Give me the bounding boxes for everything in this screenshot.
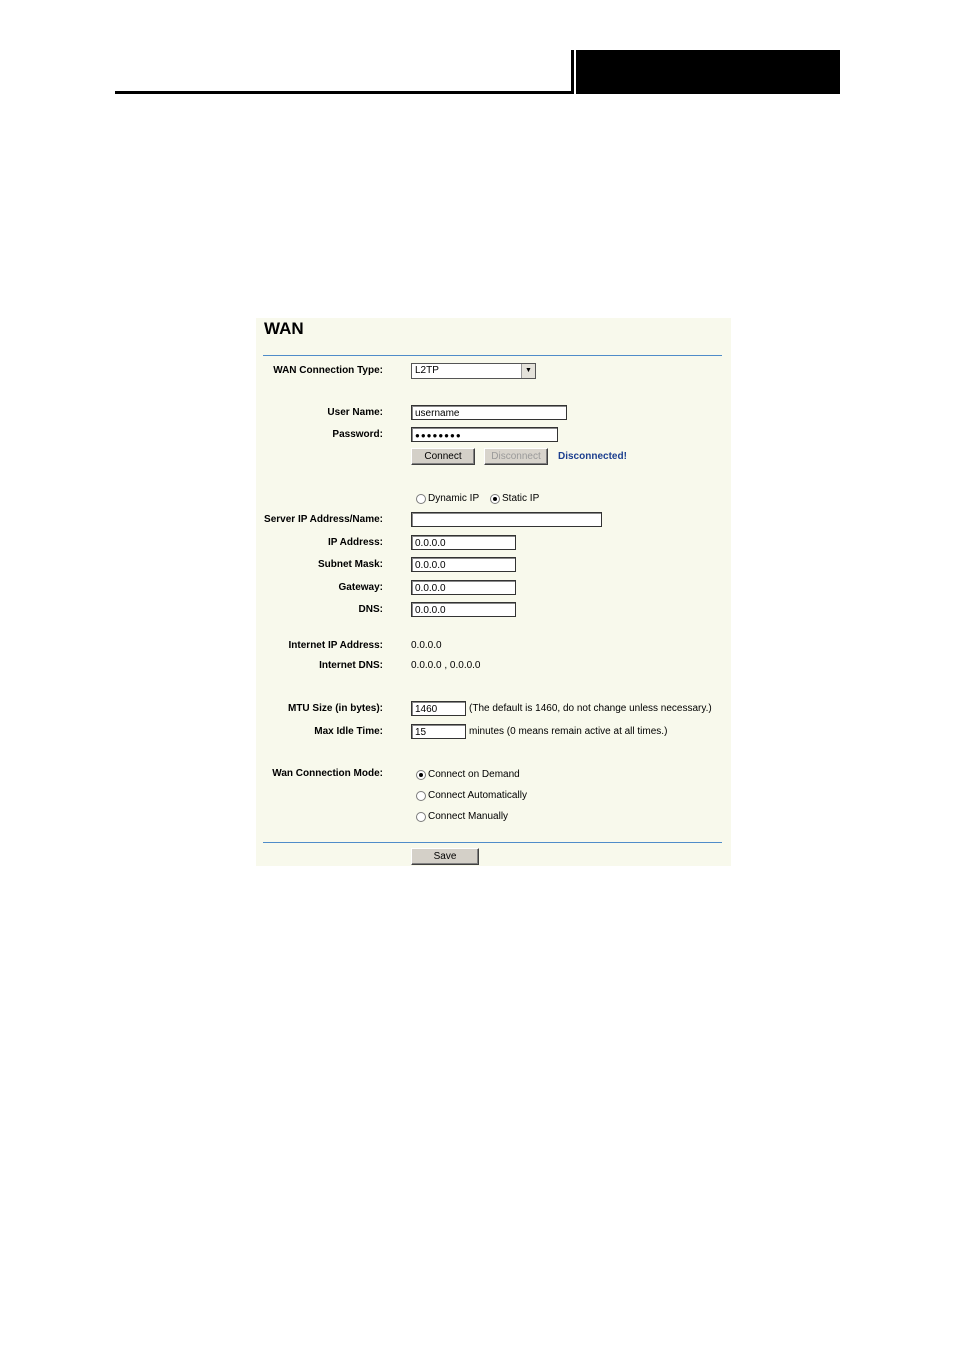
connect-automatically-radio[interactable] [416, 791, 426, 801]
password-label: Password: [332, 429, 383, 440]
gateway-label: Gateway: [338, 582, 383, 593]
max-idle-label: Max Idle Time: [314, 726, 383, 737]
connection-type-label: WAN Connection Type: [273, 365, 383, 376]
mtu-input[interactable]: 1460 [411, 701, 466, 716]
user-name-input[interactable]: username [411, 405, 567, 420]
user-name-label: User Name: [327, 407, 383, 418]
internet-dns-label: Internet DNS: [319, 660, 383, 671]
connect-manually-radio[interactable] [416, 812, 426, 822]
connection-type-select[interactable] [411, 363, 536, 379]
gateway-input[interactable]: 0.0.0.0 [411, 580, 516, 595]
ip-address-label: IP Address: [327, 537, 383, 548]
max-idle-input[interactable]: 15 [411, 724, 466, 739]
dns-label: DNS: [358, 604, 383, 615]
ip-address-input[interactable]: 0.0.0.0 [411, 535, 516, 550]
subnet-mask-input[interactable]: 0.0.0.0 [411, 557, 516, 572]
save-button[interactable]: Save [411, 848, 479, 865]
internet-ip-value: 0.0.0.0 [411, 640, 442, 651]
top-divider [263, 355, 722, 356]
connection-type-value: L2TP [415, 365, 439, 376]
connect-manually-label: Connect Manually [428, 811, 509, 822]
internet-dns-value: 0.0.0.0 , 0.0.0.0 [411, 660, 481, 671]
server-ip-label: Server IP Address/Name: [264, 514, 383, 525]
mtu-label: MTU Size (in bytes): [287, 703, 383, 714]
bottom-divider [263, 842, 722, 843]
page-title: WAN [264, 319, 304, 338]
internet-ip-label: Internet IP Address: [288, 640, 383, 651]
wan-settings-panel [256, 318, 731, 866]
connection-mode-label: Wan Connection Mode: [272, 768, 383, 779]
connect-button[interactable]: Connect [411, 448, 475, 465]
server-ip-input[interactable] [411, 512, 602, 527]
connect-on-demand-radio[interactable] [416, 770, 426, 780]
chevron-down-icon[interactable]: ▼ [521, 364, 535, 378]
subnet-mask-label: Subnet Mask: [317, 559, 383, 570]
connect-automatically-label: Connect Automatically [428, 790, 527, 801]
dynamic-ip-radio[interactable] [416, 494, 426, 504]
connect-on-demand-label: Connect on Demand [428, 769, 520, 780]
dns-input[interactable]: 0.0.0.0 [411, 602, 516, 617]
dynamic-ip-label: Dynamic IP [428, 493, 480, 504]
mtu-note: (The default is 1460, do not change unless necessary.) [469, 703, 712, 714]
connection-status: Disconnected! [558, 451, 627, 462]
static-ip-label: Static IP [502, 493, 540, 504]
password-input[interactable]: ●●●●●●●● [411, 427, 558, 442]
header-black-tab [571, 50, 840, 94]
static-ip-radio[interactable] [490, 494, 500, 504]
max-idle-note: minutes (0 means remain active at all times.) [469, 726, 668, 737]
disconnect-button: Disconnect [484, 448, 548, 465]
